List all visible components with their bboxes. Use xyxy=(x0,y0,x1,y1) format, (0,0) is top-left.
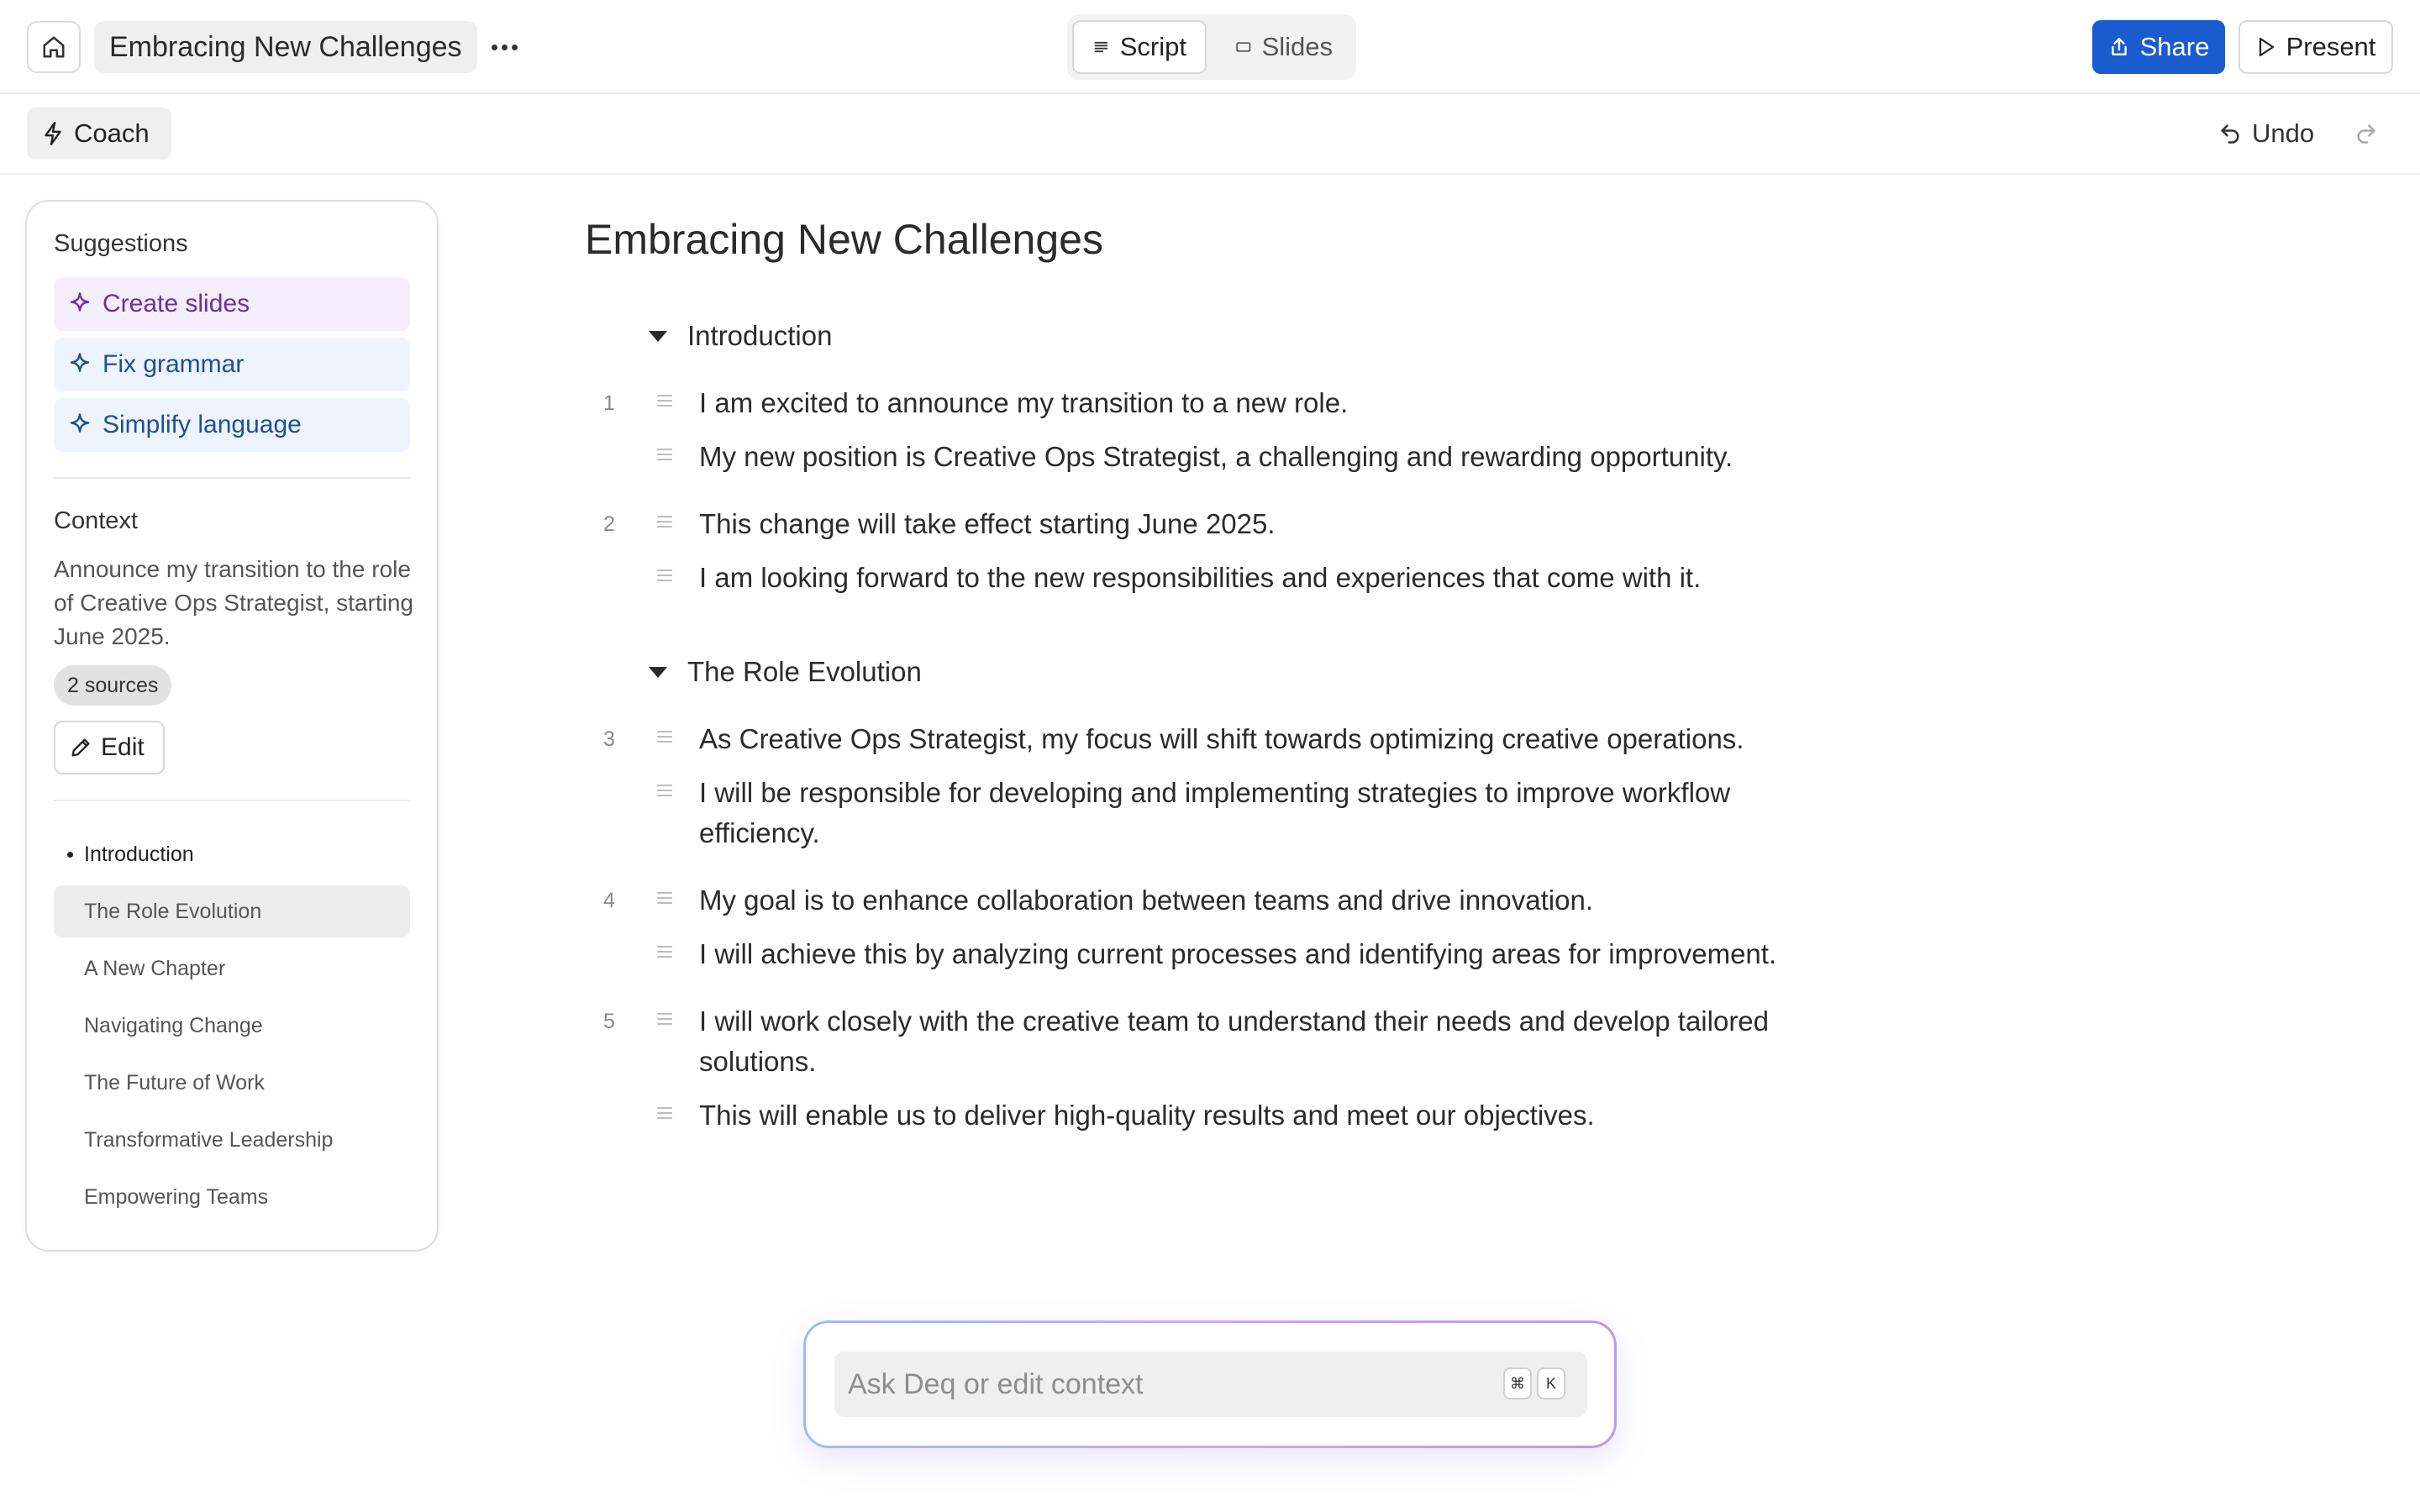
share-icon xyxy=(2108,36,2130,58)
tab-slides[interactable] xyxy=(1217,20,1351,74)
outline-item-empowering-teams[interactable]: Empowering Teams xyxy=(84,1185,269,1209)
outline-item-role-evolution[interactable]: The Role Evolution xyxy=(54,885,410,937)
share-label: Share xyxy=(2139,32,2210,61)
top-bar xyxy=(0,0,2420,94)
drag-handle-icon[interactable] xyxy=(657,570,672,581)
sentence[interactable]: I will be responsible for developing and implementing strategies to improve workflow efficiency. xyxy=(699,777,1731,848)
drag-handle-icon[interactable] xyxy=(657,892,672,904)
mode-toggle xyxy=(1067,14,1356,80)
undo-button[interactable] xyxy=(2218,108,2314,160)
caret-down-icon[interactable] xyxy=(649,331,667,342)
divider xyxy=(54,800,410,801)
simplify-language-label: Simplify language xyxy=(103,411,302,438)
home-button[interactable] xyxy=(27,21,81,73)
sentence[interactable]: I am excited to announce my transition to a new role. xyxy=(699,387,1349,418)
sentence[interactable]: This change will take effect starting June 2025. xyxy=(699,508,1276,539)
drag-handle-icon[interactable] xyxy=(657,449,672,460)
lines-icon xyxy=(1092,36,1110,58)
sources-badge[interactable]: 2 sources xyxy=(54,665,171,706)
drag-handle-icon[interactable] xyxy=(657,785,672,796)
present-label: Present xyxy=(2286,32,2376,61)
edit-context-button[interactable] xyxy=(54,721,165,774)
home-icon xyxy=(41,34,66,60)
undo-label: Undo xyxy=(2252,118,2315,148)
ask-input[interactable] xyxy=(834,1352,1587,1417)
editor-toolbar xyxy=(0,94,2420,175)
tab-slides-label: Slides xyxy=(1261,32,1333,61)
ask-bar xyxy=(803,1320,1617,1448)
outline-item-new-chapter[interactable]: A New Chapter xyxy=(84,957,226,980)
outline-item-navigating-change[interactable]: Navigating Change xyxy=(84,1014,263,1037)
create-slides-label: Create slides xyxy=(103,290,250,318)
more-options-button[interactable] xyxy=(486,21,523,73)
tab-script[interactable] xyxy=(1072,20,1207,74)
edit-label: Edit xyxy=(101,733,145,761)
section-heading[interactable] xyxy=(649,648,922,696)
share-button[interactable] xyxy=(2092,20,2225,74)
drag-handle-icon[interactable] xyxy=(657,1107,672,1119)
sentence[interactable]: I will work closely with the creative team to understand their needs and develop tailored solutions. xyxy=(699,1005,1770,1077)
ask-placeholder: Ask Deq or edit context xyxy=(848,1368,1144,1400)
pencil-icon xyxy=(69,736,92,759)
create-slides-button[interactable] xyxy=(54,277,410,331)
sentence[interactable]: My goal is to enhance collaboration between teams and drive innovation. xyxy=(699,885,1593,916)
section-title: Introduction xyxy=(687,320,833,351)
context-heading: Context xyxy=(54,507,138,534)
drag-handle-icon[interactable] xyxy=(657,395,672,407)
document-title[interactable]: Embracing New Challenges xyxy=(94,21,477,73)
simplify-language-button[interactable] xyxy=(54,398,410,452)
sentence[interactable]: I am looking forward to the new responsibilities and experiences that come with it. xyxy=(699,562,1702,593)
more-dots-icon xyxy=(492,45,497,50)
outline-item-future-of-work[interactable]: The Future of Work xyxy=(84,1071,265,1095)
drag-handle-icon[interactable] xyxy=(657,731,672,743)
redo-icon xyxy=(2354,122,2378,145)
coach-panel xyxy=(25,200,439,1252)
ask-bar-inner xyxy=(806,1323,1614,1446)
drag-handle-icon[interactable] xyxy=(657,516,672,528)
coach-button[interactable] xyxy=(27,108,171,160)
fix-grammar-button[interactable] xyxy=(54,338,410,391)
paragraph-number: 5 xyxy=(603,1010,615,1033)
outline-item-introduction[interactable]: Introduction xyxy=(54,828,410,880)
section-heading[interactable] xyxy=(649,312,832,360)
drag-handle-icon[interactable] xyxy=(657,946,672,958)
tab-script-label: Script xyxy=(1119,32,1186,61)
drag-handle-icon[interactable] xyxy=(657,1013,672,1025)
paragraph-number: 2 xyxy=(603,512,615,536)
k-key: K xyxy=(1537,1368,1565,1399)
suggestions-heading: Suggestions xyxy=(54,230,188,257)
paragraph-number: 3 xyxy=(603,727,615,751)
slides-icon xyxy=(1235,37,1252,57)
caret-down-icon[interactable] xyxy=(649,667,667,678)
paragraph-number: 1 xyxy=(603,391,615,415)
section-title: The Role Evolution xyxy=(687,656,922,687)
divider xyxy=(54,477,410,479)
fix-grammar-label: Fix grammar xyxy=(103,350,245,378)
redo-button[interactable] xyxy=(2349,108,2383,160)
sentence[interactable]: This will enable us to deliver high-quality results and meet our objectives. xyxy=(699,1100,1595,1131)
sparkle-icon xyxy=(67,352,92,377)
sentence[interactable]: My new position is Creative Ops Strategist, a challenging and rewarding opportunity. xyxy=(699,441,1733,472)
sparkle-icon xyxy=(67,291,92,317)
sentence[interactable]: I will achieve this by analyzing current processes and identifying areas for improvement. xyxy=(699,938,1777,969)
play-icon xyxy=(2256,36,2276,58)
coach-label: Coach xyxy=(74,118,150,148)
page-title[interactable]: Embracing New Challenges xyxy=(585,216,1103,263)
paragraph-number: 4 xyxy=(603,889,615,912)
sparkle-icon xyxy=(67,412,92,438)
context-text: Announce my transition to the role of Creative Ops Strategist, starting June 2025. xyxy=(54,556,413,649)
lightning-icon xyxy=(42,121,64,146)
outline-item-transformative-leadership[interactable]: Transformative Leadership xyxy=(84,1128,334,1152)
command-key-icon: ⌘ xyxy=(1503,1368,1532,1399)
undo-icon xyxy=(2218,122,2242,145)
present-button[interactable] xyxy=(2238,20,2393,74)
sentence[interactable]: As Creative Ops Strategist, my focus will shift towards optimizing creative operations. xyxy=(699,723,1744,754)
